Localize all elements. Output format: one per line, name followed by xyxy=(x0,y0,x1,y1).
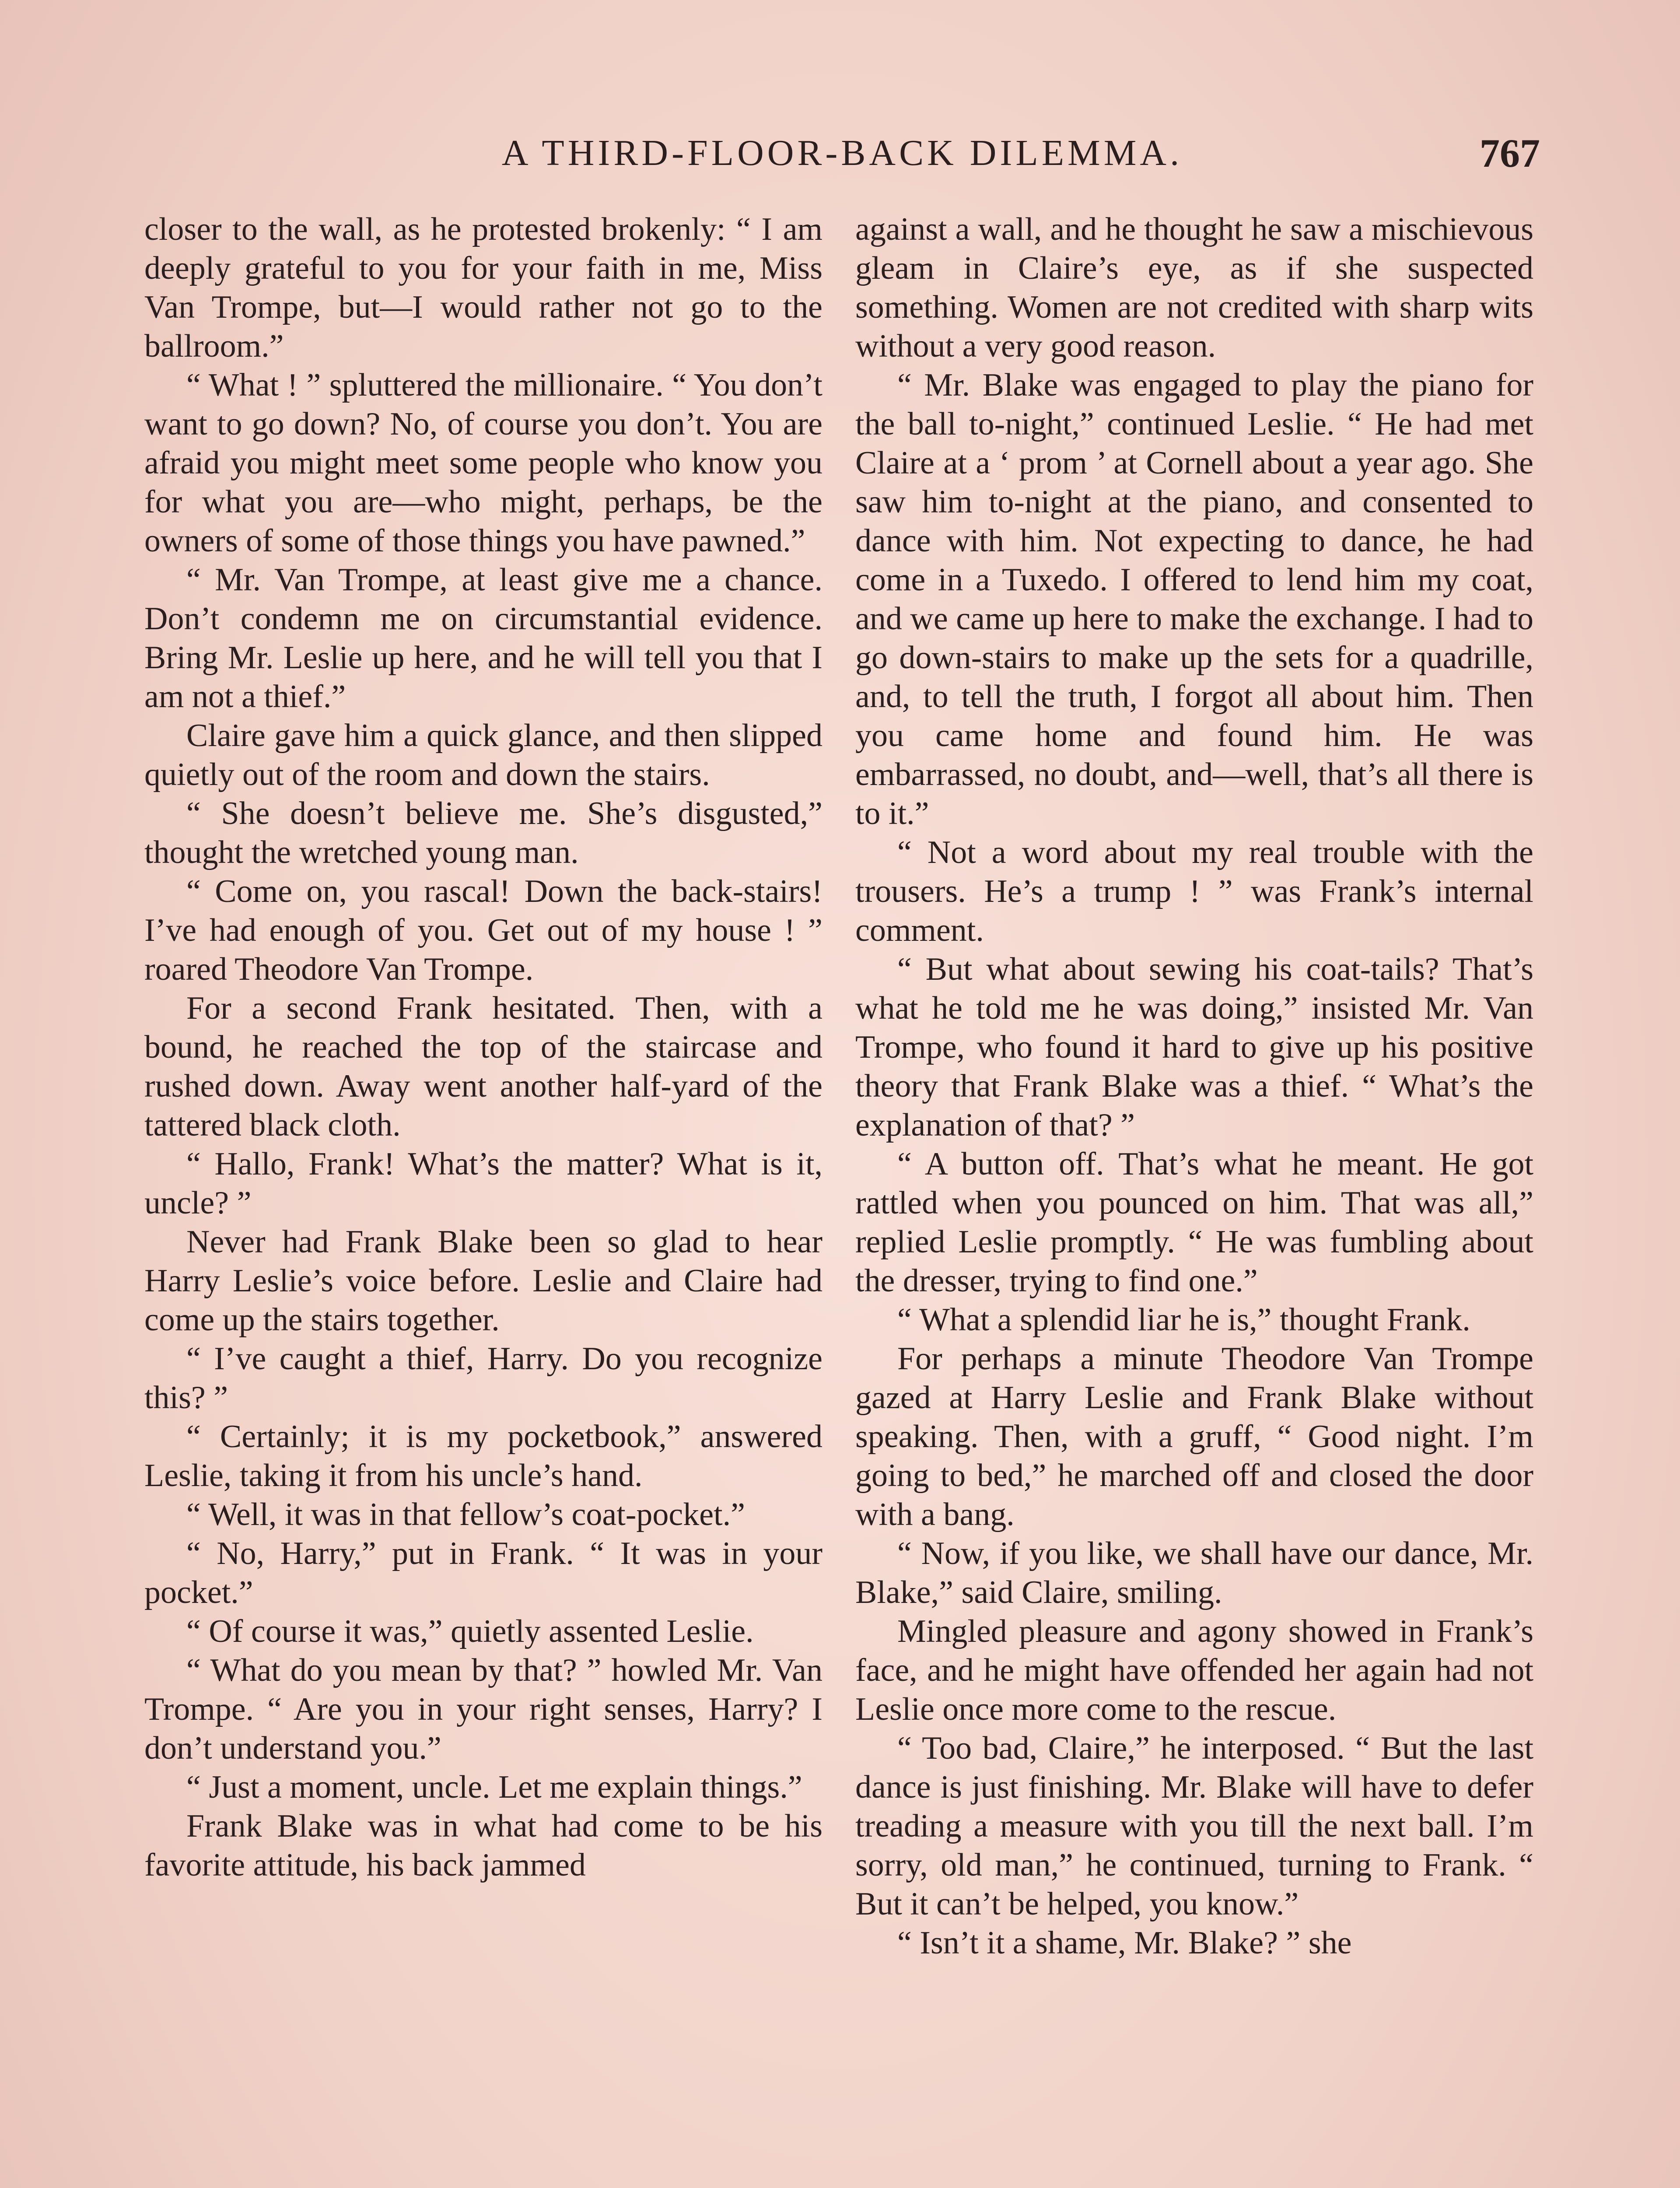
paragraph: “ Just a moment, uncle. Let me explain things.” xyxy=(186,1769,802,1805)
paragraph: Frank Blake was in what had come to be his favorite attitude, his back jammed xyxy=(144,1808,822,1883)
paragraph: “ Not a word about my real trouble with the trousers. He’s a trump ! ” was Frank’s internal comment. xyxy=(855,835,1533,948)
paragraph: against a wall, and he thought he saw a mischievous gleam in Claire’s eye, as if she suspected something. Women are not credited with sharp wits without a very good reason. xyxy=(855,211,1533,364)
right-column xyxy=(855,210,1533,1963)
paragraph: “ Certainly; it is my pocketbook,” answered Leslie, taking it from his uncle’s hand. xyxy=(144,1419,822,1494)
page-number: 767 xyxy=(1480,131,1540,175)
paragraph: “ She doesn’t believe me. She’s disgusted,” thought the wretched young man. xyxy=(144,796,822,870)
paragraph: “ I’ve caught a thief, Harry. Do you recognize this? ” xyxy=(144,1341,822,1416)
paragraph: “ Too bad, Claire,” he interposed. “ But the last dance is just finishing. Mr. Blake will have to defer treading a measure with you till the next ball. I’m sorry, old man,” he continued, turning to Frank. “ But it can’t be helped, you know.” xyxy=(855,1730,1533,1922)
page-header xyxy=(144,127,1540,179)
paragraph: “ Well, it was in that fellow’s coat-pocket.” xyxy=(186,1497,746,1532)
paragraph: “ Of course it was,” quietly assented Leslie. xyxy=(186,1613,754,1649)
left-column xyxy=(144,210,822,1885)
paragraph: Claire gave him a quick glance, and then slipped quietly out of the room and down the stairs. xyxy=(144,718,822,792)
paragraph: “ Now, if you like, we shall have our dance, Mr. Blake,” said Claire, smiling. xyxy=(855,1536,1533,1610)
paragraph: “ Come on, you rascal! Down the back-stairs! I’ve had enough of you. Get out of my house ! ” roared Theodore Van Trompe. xyxy=(144,873,822,987)
paragraph: “ A button off. That’s what he meant. He got rattled when you pounced on him. That was all,” replied Leslie promptly. “ He was fumbling about the dresser, trying to find one.” xyxy=(855,1146,1533,1299)
paragraph: “ Isn’t it a shame, Mr. Blake? ” she xyxy=(897,1925,1352,1961)
paragraph: For perhaps a minute Theodore Van Trompe gazed at Harry Leslie and Frank Blake without speaking. Then, with a gruff, “ Good night. I’m going to bed,” he marched off and closed the door with a bang. xyxy=(855,1341,1533,1532)
paragraph: “ Hallo, Frank! What’s the matter? What is it, uncle? ” xyxy=(144,1146,822,1221)
paragraph: Mingled pleasure and agony showed in Frank’s face, and he might have offended her again had not Leslie once more come to the rescue. xyxy=(855,1613,1533,1727)
paragraph: “ Mr. Van Trompe, at least give me a chance. Don’t condemn me on circumstantial evidence. Bring Mr. Leslie up here, and he will tell you that I am not a thief.” xyxy=(144,562,822,715)
paragraph: “ What a splendid liar he is,” thought Frank. xyxy=(897,1302,1470,1338)
paragraph: “ No, Harry,” put in Frank. “ It was in your pocket.” xyxy=(144,1536,822,1610)
paragraph: closer to the wall, as he protested brokenly: “ I am deeply grateful to you for your faith in me, Miss Van Trompe, but—I would rather not go to the ballroom.” xyxy=(144,211,822,364)
paragraph: “ Mr. Blake was engaged to play the piano for the ball to-night,” continued Leslie. “ He had met Claire at a ‘ prom ’ at Cornell about a year ago. She saw him to-night at the piano, and consented to dance with him. Not expecting to dance, he had come in a Tuxedo. I offered to lend him my coat, and we came up here to make the exchange. I had to go down-stairs to make up the sets for a quadrille, and, to tell the truth, I forgot all about him. Then you came home and found him. He was embarrassed, no doubt, and—well, that’s all there is to it.” xyxy=(855,367,1533,831)
paragraph: “ But what about sewing his coat-tails? That’s what he told me he was doing,” insisted Mr. Van Trompe, who found it hard to give up his positive theory that Frank Blake was a thief. “ What’s the explanation of that? ” xyxy=(855,951,1533,1143)
running-title: A THIRD-FLOOR-BACK DILEMMA. xyxy=(501,133,1183,173)
paragraph: Never had Frank Blake been so glad to hear Harry Leslie’s voice before. Leslie and Claire had come up the stairs together. xyxy=(144,1224,822,1338)
paragraph: “ What do you mean by that? ” howled Mr. Van Trompe. “ Are you in your right senses, Harry? I don’t understand you.” xyxy=(144,1652,822,1766)
paragraph: “ What ! ” spluttered the millionaire. “ You don’t want to go down? No, of course you don’t. You are afraid you might meet some people who know you for what you are—who might, perhaps, be the owners of some of those things you have pawned.” xyxy=(144,367,822,559)
paragraph: For a second Frank hesitated. Then, with a bound, he reached the top of the staircase and rushed down. Away went another half-yard of the tattered black cloth. xyxy=(144,990,822,1143)
